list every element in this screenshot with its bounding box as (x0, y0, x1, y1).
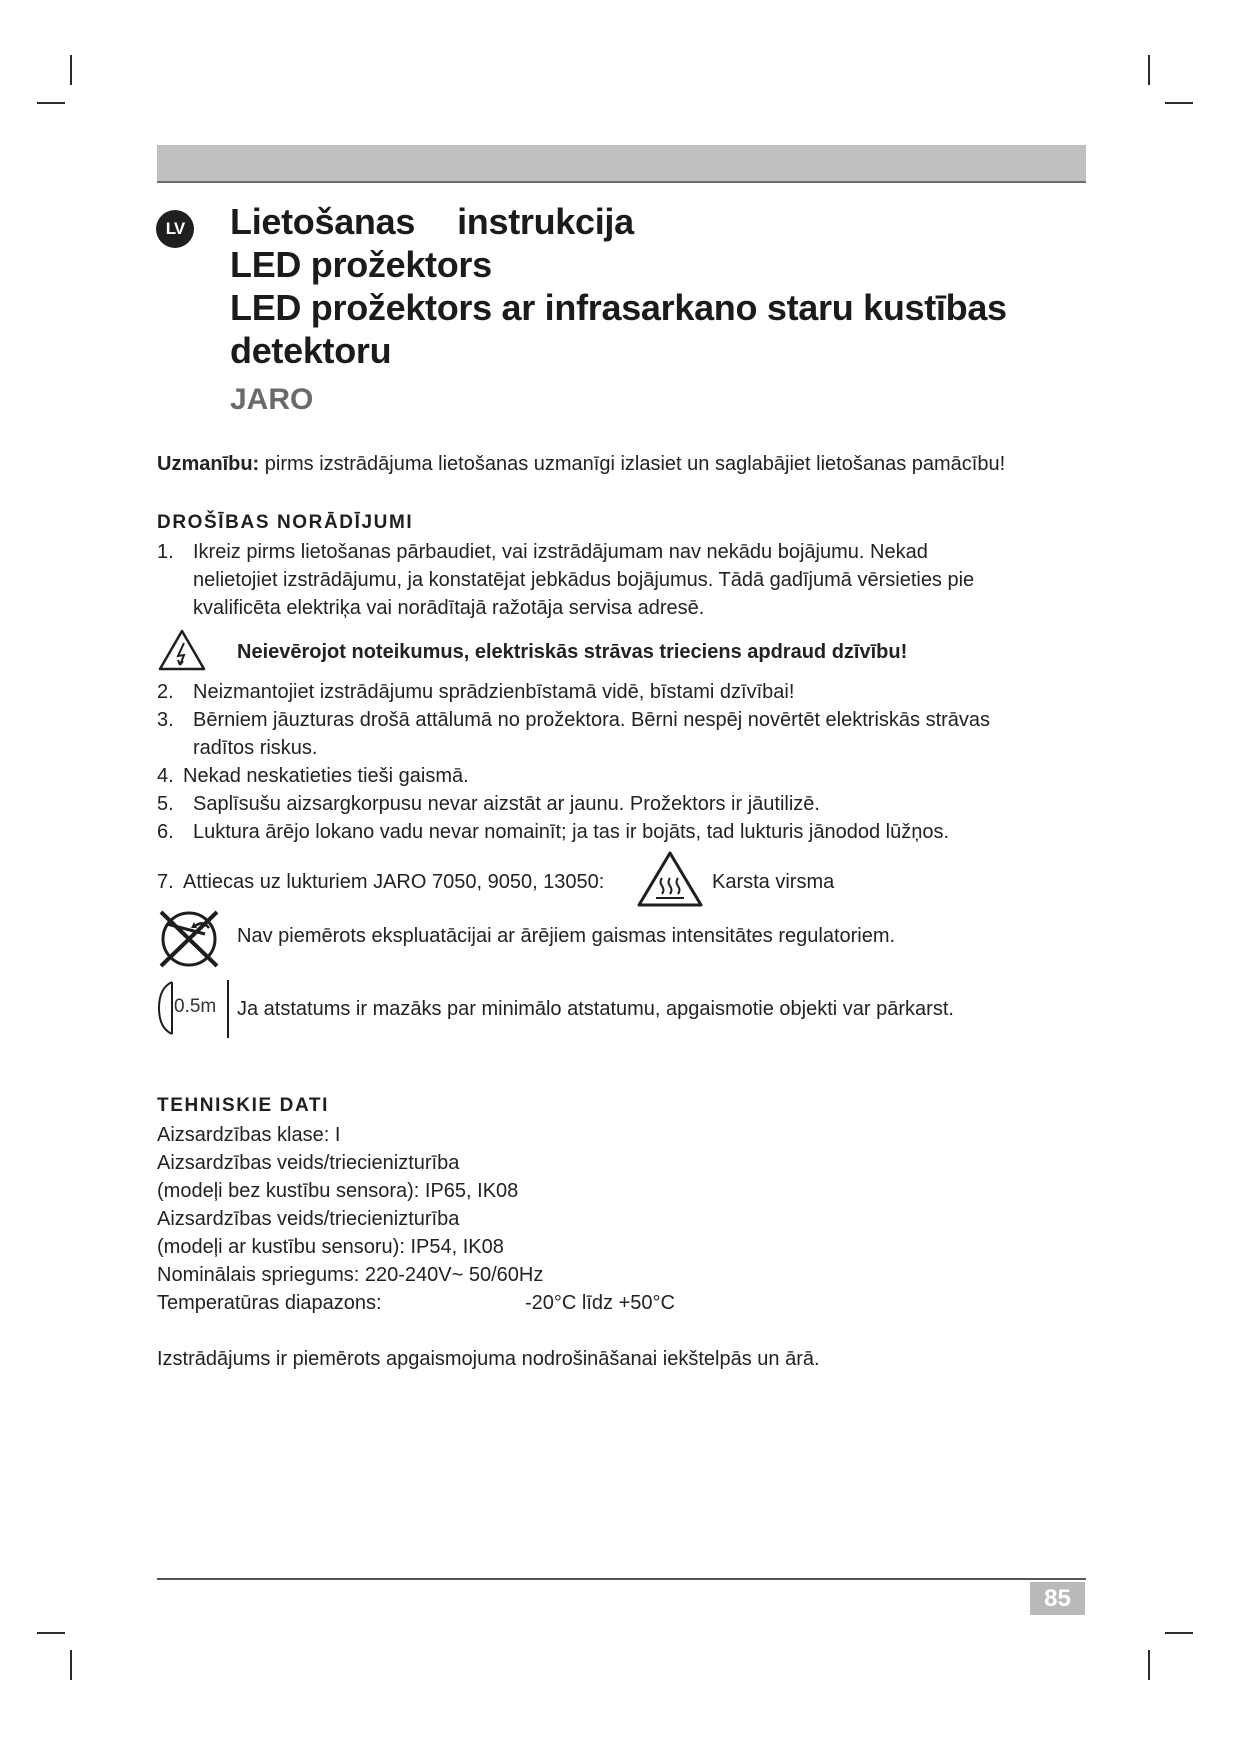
item-text: Ikreiz pirms lietošanas pārbaudiet, vai izstrādājumam nav nekādu bojājumu. Nekad (193, 541, 928, 563)
shock-warning: Neievērojot noteikumus, elektriskās strāvas trieciens apdraud dzīvību! (237, 641, 908, 663)
temp-label: Temperatūras diapazons: (157, 1292, 382, 1314)
distance-line (227, 980, 229, 1038)
notice-text: pirms izstrādājuma lietošanas uzmanīgi izlasiet un saglabājiet lietošanas pamācību! (259, 453, 1006, 475)
item-number: 2. (157, 681, 174, 703)
notice (157, 450, 1005, 478)
tech-line: (modeļi ar kustību sensoru): IP54, IK08 (157, 1236, 504, 1258)
item-number: 7. (157, 871, 174, 893)
list-item (157, 762, 469, 790)
min-distance-text: Ja atstatums ir mazāks par minimālo atstatumu, apgaismotie objekti var pārkarst. (237, 998, 954, 1020)
item-text-continued: radītos riskus. (193, 737, 318, 759)
language-badge: LV (156, 210, 194, 248)
list-item (157, 818, 949, 846)
item-number: 5. (157, 793, 174, 815)
no-dimmer-icon (157, 908, 221, 970)
list-item (157, 868, 604, 896)
title-word-1: Lietošanas (230, 201, 416, 242)
usage-text: Izstrādājums ir piemērots apgaismojuma nodrošināšanai iekštelpās un ārā. (157, 1348, 820, 1370)
item-text: Luktura ārējo lokano vadu nevar nomainīt; ja tas ir bojāts, tad lukturis jānodod lūžņos. (193, 821, 949, 843)
item-number: 1. (157, 541, 174, 563)
temp-value: -20°C līdz +50°C (525, 1292, 675, 1314)
item-number: 6. (157, 821, 174, 843)
crop-mark (1165, 102, 1193, 104)
crop-mark (37, 1632, 65, 1634)
hot-surface-label: Karsta virsma (712, 871, 835, 893)
electric-shock-warning-icon (157, 628, 207, 672)
tech-line: Nominālais spriegums: 220-240V~ 50/60Hz (157, 1264, 544, 1286)
crop-mark (1148, 1650, 1150, 1680)
crop-mark (70, 1650, 72, 1680)
item-number: 4. (157, 765, 174, 787)
item-text-continued: kvalificēta elektriķa vai norādītajā ražotāja servisa adresē. (193, 597, 705, 619)
title-line-2: LED prožektors (230, 244, 492, 285)
notice-label: Uzmanību: (157, 453, 260, 475)
safety-heading: DROŠĪBAS NORĀDĪJUMI (157, 512, 414, 533)
item-text: Saplīsušu aizsargkorpusu nevar aizstāt ar jaunu. Prožektors ir jāutilizē. (193, 793, 820, 815)
tech-line: Aizsardzības veids/triecienizturība (157, 1208, 460, 1230)
title-line-4: detektoru (230, 330, 392, 371)
title-block (230, 200, 1080, 418)
header-bar (157, 145, 1086, 183)
item-text: Nekad neskatieties tieši gaismā. (183, 765, 469, 787)
item-number: 3. (157, 709, 174, 731)
list-item (157, 706, 990, 734)
lamp-icon (157, 978, 173, 1038)
tech-line: Aizsardzības veids/triecienizturība (157, 1152, 460, 1174)
item-text: Bērniem jāuzturas drošā attālumā no prožektora. Bērni nespēj novērtēt elektriskās strāvas (193, 709, 991, 731)
title-line-1 (230, 200, 1080, 243)
crop-mark (1148, 55, 1150, 85)
tech-line: (modeļi bez kustību sensora): IP65, IK08 (157, 1180, 519, 1202)
page-number: 85 (1030, 1582, 1085, 1615)
title-line-3: LED prožektors ar infrasarkano staru kustības (230, 287, 1007, 328)
no-dimmer-text: Nav piemērots ekspluatācijai ar ārējiem gaismas intensitātes regulatoriem. (237, 925, 896, 947)
min-distance-label: 0.5m (174, 996, 217, 1017)
crop-mark (37, 102, 65, 104)
footer-rule (157, 1578, 1086, 1580)
crop-mark (1165, 1632, 1193, 1634)
list-item (157, 678, 794, 706)
hot-surface-icon (636, 850, 704, 908)
item-text: Neizmantojiet izstrādājumu sprādzienbīstamā vidē, bīstami dzīvībai! (193, 681, 795, 703)
crop-mark (70, 55, 72, 85)
item-text-continued: nelietojiet izstrādājumu, ja konstatējat jebkādus bojājumus. Tādā gadījumā vērsieties pie (193, 569, 975, 591)
item-text: Attiecas uz lukturiem JARO 7050, 9050, 13050: (183, 871, 605, 893)
tech-heading: TEHNISKIE DATI (157, 1095, 329, 1116)
tech-line: Aizsardzības klase: I (157, 1124, 341, 1146)
model-name: JARO (230, 383, 314, 416)
list-item (157, 790, 820, 818)
title-word-2: instrukcija (457, 201, 634, 242)
list-item (157, 538, 928, 566)
